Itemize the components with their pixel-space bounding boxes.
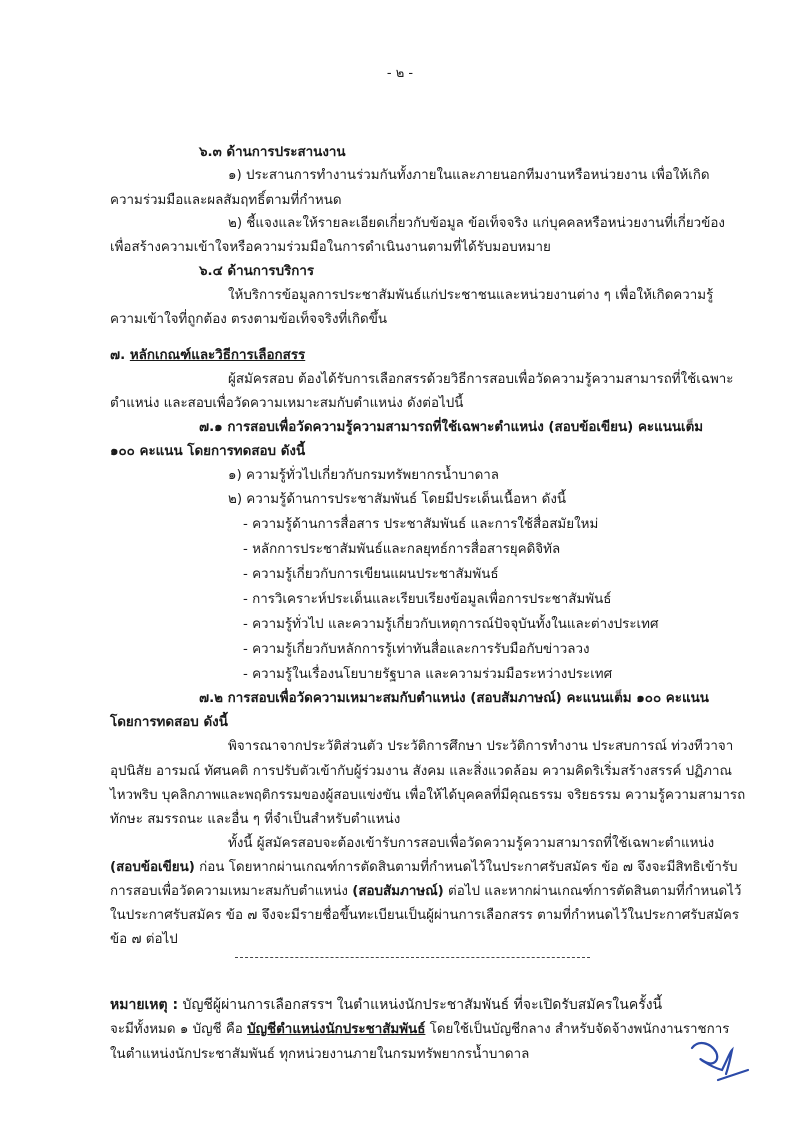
section-6-3-item1-line2: ความร่วมมือและผลสัมฤทธิ์ตามที่กำหนด xyxy=(110,193,342,208)
topic-item: - ความรู้เกี่ยวกับการเขียนแผนประชาสัมพันธ์ xyxy=(243,567,499,582)
section-7-1-line2: ๑๐๐ คะแนน โดยการทดสอบ ดังนี้ xyxy=(110,444,306,459)
interview-label: (สอบสัมภาษณ์) xyxy=(352,884,444,899)
closing-line3: การสอบเพื่อวัดความเหมาะสมกับตำแหน่ง (สอบสัมภาษณ์) ต่อไป และหากผ่านเกณฑ์การตัดสินตามที่กำหนดไว้ xyxy=(110,884,742,899)
section-7-1-item1: ๑) ความรู้ทั่วไปเกี่ยวกับกรมทรัพยากรน้ำบาดาล xyxy=(228,468,499,483)
topic-item: - การวิเคราะห์ประเด็นและเรียบเรียงข้อมูลเพื่อการประชาสัมพันธ์ xyxy=(243,592,612,607)
topic-item: - ความรู้ทั่วไป และความรู้เกี่ยวกับเหตุการณ์ปัจจุบันทั้งในและต่างประเทศ xyxy=(243,617,659,632)
section-7-1-item2: ๒) ความรู้ด้านการประชาสัมพันธ์ โดยมีประเด็นเนื้อหา ดังนี้ xyxy=(228,492,567,507)
section-6-3-item2-line1: ๒) ชี้แจงและให้รายละเอียดเกี่ยวกับข้อมูล ข้อเท็จจริง แก่บุคคลหรือหน่วยงานที่เกี่ยวข้อง xyxy=(228,216,725,231)
topic-item: - ความรู้ด้านการสื่อสาร ประชาสัมพันธ์ และการใช้สื่อสมัยใหม่ xyxy=(243,517,599,532)
section-7-2-para-line: อุปนิสัย อารมณ์ ทัศนคติ การปรับตัวเข้ากับผู้ร่วมงาน สังคม และสิ่งแวดล้อม ความคิดริเริ่มสร้างสรรค์ ปฏิภาณ xyxy=(110,764,732,779)
note-label: หมายเหตุ : xyxy=(110,997,179,1013)
section-7-number: ๗. xyxy=(110,348,126,363)
account-name: บัญชีตำแหน่งนักประชาสัมพันธ์ xyxy=(247,1022,426,1037)
topic-item: - หลักการประชาสัมพันธ์และกลยุทธ์การสื่อสารยุคดิจิทัล xyxy=(243,542,561,557)
section-6-4-line2: ความเข้าใจที่ถูกต้อง ตรงตามข้อเท็จจริงที่เกิดขึ้น xyxy=(110,312,388,327)
section-7-2-line2: โดยการทดสอบ ดังนี้ xyxy=(110,715,228,730)
section-divider xyxy=(235,957,590,958)
section-7-intro-line2: ตำแหน่ง และสอบเพื่อวัดความเหมาะสมกับตำแหน่ง ดังต่อไปนี้ xyxy=(110,396,464,411)
section-6-4-heading: ๖.๔ ด้านการบริการ xyxy=(199,264,315,279)
closing-line5: ข้อ ๗ ต่อไป xyxy=(110,932,178,947)
note-line1: หมายเหตุ : บัญชีผู้ผ่านการเลือกสรรฯ ในตำแหน่งนักประชาสัมพันธ์ ที่จะเปิดรับสมัครในครั้งนี้ xyxy=(110,997,663,1013)
closing-line4: ในประกาศรับสมัคร ข้อ ๗ จึงจะมีรายชื่อขึ้นทะเบียนเป็นผู้ผ่านการเลือกสรร ตามที่กำหนดไว้ในประกาศรับสมัคร xyxy=(110,908,740,923)
topic-item: - ความรู้เกี่ยวกับหลักการรู้เท่าทันสื่อและการรับมือกับข่าวลวง xyxy=(243,642,590,657)
note-line3: ในตำแหน่งนักประชาสัมพันธ์ ทุกหน่วยงานภายในกรมทรัพยากรน้ำบาดาล xyxy=(110,1047,530,1062)
section-7-2-para-line: พิจารณาจากประวัติส่วนตัว ประวัติการศึกษา ประวัติการทำงาน ประสบการณ์ ท่วงทีวาจา xyxy=(228,739,734,754)
page-number: - ๒ - xyxy=(386,66,414,81)
section-6-4-line1: ให้บริการข้อมูลการประชาสัมพันธ์แก่ประชาชนและหน่วยงานต่าง ๆ เพื่อให้เกิดความรู้ xyxy=(228,288,714,303)
signature-icon xyxy=(688,1040,758,1090)
section-7-heading xyxy=(110,347,305,365)
section-6-3-item2-line2: เพื่อสร้างความเข้าใจหรือความร่วมมือในการดำเนินงานตามที่ได้รับมอบหมาย xyxy=(110,240,551,255)
section-7-2-para-line: ทักษะ สมรรถนะ และอื่น ๆ ที่จำเป็นสำหรับตำแหน่ง xyxy=(110,812,401,827)
section-7-title: หลักเกณฑ์และวิธีการเลือกสรร xyxy=(129,348,306,363)
section-7-2-line1: ๗.๒ การสอบเพื่อวัดความเหมาะสมกับตำแหน่ง (สอบสัมภาษณ์) คะแนนเต็ม ๑๐๐ คะแนน xyxy=(199,691,709,706)
topic-item: - ความรู้ในเรื่องนโยบายรัฐบาล และความร่วมมือระหว่างประเทศ xyxy=(243,667,613,682)
note-line2: จะมีทั้งหมด ๑ บัญชี คือ บัญชีตำแหน่งนักประชาสัมพันธ์ โดยใช้เป็นบัญชีกลาง สำหรับจัดจ้างพนักงานราชการ xyxy=(110,1022,730,1037)
section-6-3-heading: ๖.๓ ด้านการประสานงาน xyxy=(199,145,346,160)
section-7-intro-line1: ผู้สมัครสอบ ต้องได้รับการเลือกสรรด้วยวิธีการสอบเพื่อวัดความรู้ความสามารถที่ใช้เฉพาะ xyxy=(228,372,734,387)
closing-line1: ทั้งนี้ ผู้สมัครสอบจะต้องเข้ารับการสอบเพื่อวัดความรู้ความสามารถที่ใช้เฉพาะตำแหน่ง xyxy=(228,836,715,851)
section-6-3-item1-line1: ๑) ประสานการทำงานร่วมกันทั้งภายในและภายนอกทีมงานหรือหน่วยงาน เพื่อให้เกิด xyxy=(228,168,710,183)
section-7-1-line1: ๗.๑ การสอบเพื่อวัดความรู้ความสามารถที่ใช้เฉพาะตำแหน่ง (สอบข้อเขียน) คะแนนเต็ม xyxy=(199,420,704,435)
section-7-2-para-line: ไหวพริบ บุคลิกภาพและพฤติกรรมของผู้สอบแข่งขัน เพื่อให้ได้บุคคลที่มีคุณธรรม จริยธรรม ความรู้ความสามารถ xyxy=(110,788,746,803)
written-exam-label: (สอบข้อเขียน) xyxy=(110,860,195,875)
closing-line2: (สอบข้อเขียน) ก่อน โดยหากผ่านเกณฑ์การตัดสินตามที่กำหนดไว้ในประกาศรับสมัคร ข้อ ๗ จึงจะมีสิทธิเข้ารับ xyxy=(110,860,738,875)
